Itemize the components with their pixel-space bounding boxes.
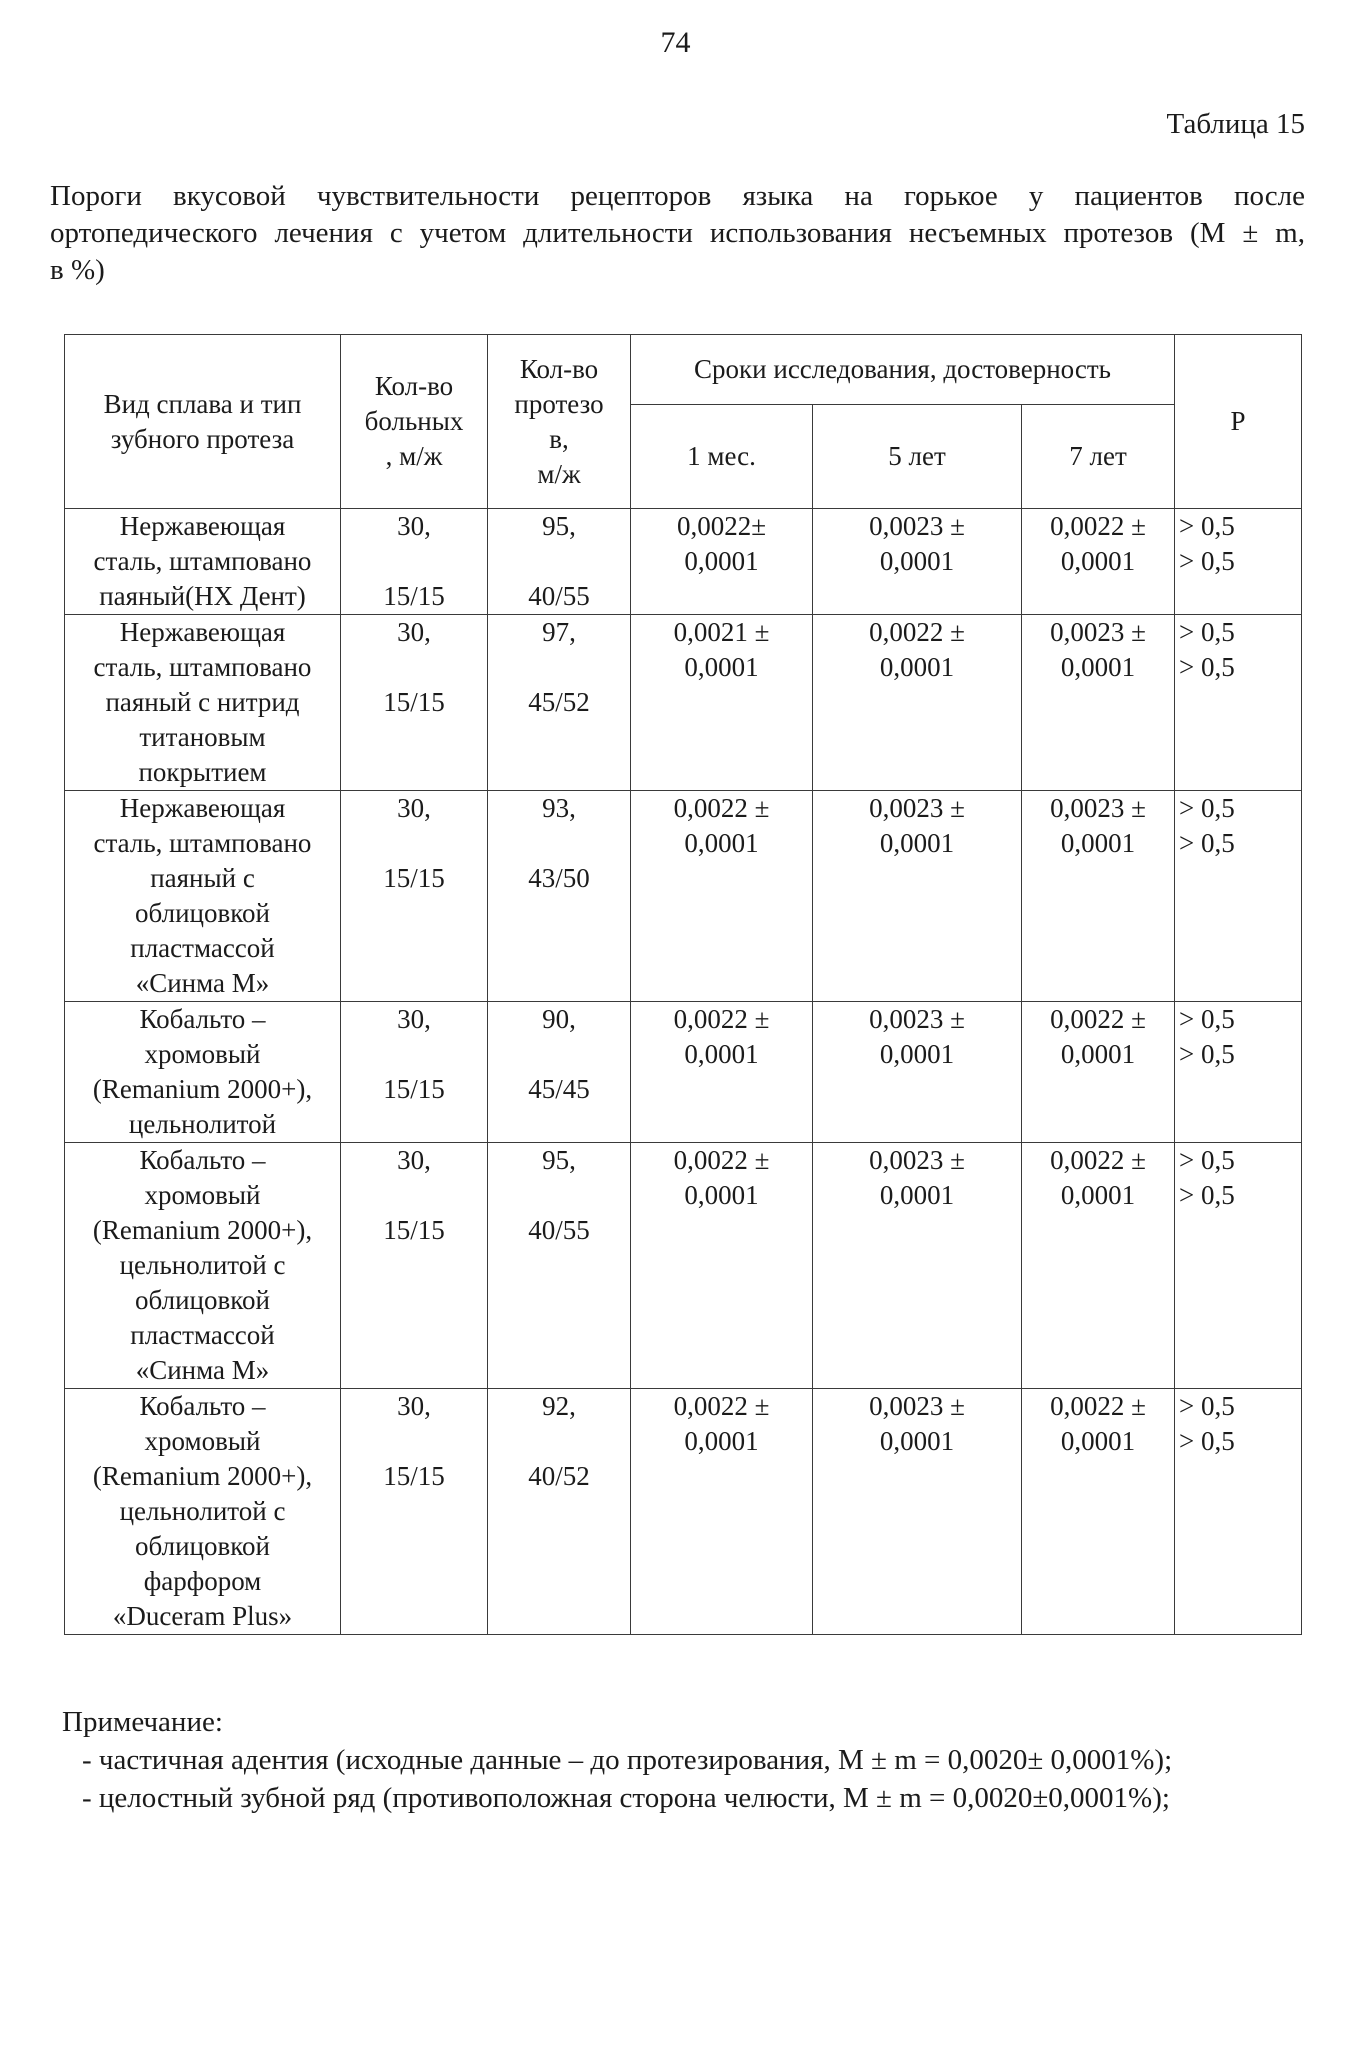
caption-line: ортопедического лечения с учетом длительности использования несъемных протезов (М ± m,: [50, 217, 1305, 249]
cell-p: > 0,5 > 0,5: [1175, 509, 1302, 615]
cell-p: > 0,5 > 0,5: [1175, 791, 1302, 1002]
cell-alloy-type: Кобальто – хромовый (Remanium 2000+), цельнолитой: [65, 1002, 341, 1143]
caption-line: Пороги вкусовой чувствительности рецепторов языка на горькое у пациентов после: [50, 180, 1305, 212]
cell-patients: 30, 15/15: [341, 1143, 488, 1389]
notes-title: Примечание:: [62, 1706, 223, 1738]
cell-patients: 30, 15/15: [341, 1389, 488, 1635]
cell-1-month: 0,0022 ± 0,0001: [631, 1143, 813, 1389]
cell-p: > 0,5 > 0,5: [1175, 1002, 1302, 1143]
cell-alloy-type: Кобальто – хромовый (Remanium 2000+), цельнолитой с облицовкой пластмассой «Синма М»: [65, 1143, 341, 1389]
table-row: [65, 509, 1302, 615]
header-period-5-years: 5 лет: [813, 405, 1022, 509]
header-period-7-years: 7 лет: [1022, 405, 1175, 509]
note-item: - частичная адентия (исходные данные – до протезирования, М ± m = 0,0020± 0,0001%);: [82, 1744, 1173, 1776]
cell-7-years: 0,0022 ± 0,0001: [1022, 1389, 1175, 1635]
cell-prostheses: 92, 40/52: [488, 1389, 631, 1635]
cell-prostheses: 97, 45/52: [488, 615, 631, 791]
cell-prostheses: 93, 43/50: [488, 791, 631, 1002]
cell-patients: 30, 15/15: [341, 1002, 488, 1143]
cell-alloy-type: Нержавеющая сталь, штамповано паяный(НХ Дент): [65, 509, 341, 615]
cell-1-month: 0,0022 ± 0,0001: [631, 1389, 813, 1635]
cell-5-years: 0,0022 ± 0,0001: [813, 615, 1022, 791]
cell-7-years: 0,0022 ± 0,0001: [1022, 1143, 1175, 1389]
cell-7-years: 0,0022 ± 0,0001: [1022, 1002, 1175, 1143]
table-body: [65, 509, 1302, 1635]
cell-alloy-type: Нержавеющая сталь, штамповано паяный с нитрид титановым покрытием: [65, 615, 341, 791]
cell-alloy-type: Кобальто – хромовый (Remanium 2000+), цельнолитой с облицовкой фарфором «Duceram Plus»: [65, 1389, 341, 1635]
table-row: [65, 1002, 1302, 1143]
header-prostheses: Кол-во протезо в, м/ж: [488, 335, 631, 509]
note-item: - целостный зубной ряд (противоположная сторона челюсти, М ± m = 0,0020±0,0001%);: [82, 1782, 1170, 1814]
cell-1-month: 0,0021 ± 0,0001: [631, 615, 813, 791]
cell-prostheses: 95, 40/55: [488, 1143, 631, 1389]
cell-prostheses: 90, 45/45: [488, 1002, 631, 1143]
table-row: [65, 615, 1302, 791]
cell-5-years: 0,0023 ± 0,0001: [813, 1143, 1022, 1389]
cell-patients: 30, 15/15: [341, 791, 488, 1002]
cell-alloy-type: Нержавеющая сталь, штамповано паяный с облицовкой пластмассой «Синма М»: [65, 791, 341, 1002]
table-caption: [50, 178, 1305, 289]
header-patients: Кол-во больных , м/ж: [341, 335, 488, 509]
header-alloy-type: Вид сплава и тип зубного протеза: [65, 335, 341, 509]
cell-5-years: 0,0023 ± 0,0001: [813, 509, 1022, 615]
cell-7-years: 0,0023 ± 0,0001: [1022, 615, 1175, 791]
data-table: [64, 334, 1302, 1635]
cell-7-years: 0,0022 ± 0,0001: [1022, 509, 1175, 615]
header-p: Р: [1175, 335, 1302, 509]
table-row: [65, 1389, 1302, 1635]
table-row: [65, 1143, 1302, 1389]
cell-1-month: 0,0022± 0,0001: [631, 509, 813, 615]
cell-p: > 0,5 > 0,5: [1175, 615, 1302, 791]
page-number: 74: [660, 26, 691, 59]
cell-patients: 30, 15/15: [341, 509, 488, 615]
cell-5-years: 0,0023 ± 0,0001: [813, 1002, 1022, 1143]
header-period-1-month: 1 мес.: [631, 405, 813, 509]
cell-7-years: 0,0023 ± 0,0001: [1022, 791, 1175, 1002]
cell-5-years: 0,0023 ± 0,0001: [813, 1389, 1022, 1635]
cell-prostheses: 95, 40/55: [488, 509, 631, 615]
cell-1-month: 0,0022 ± 0,0001: [631, 1002, 813, 1143]
cell-5-years: 0,0023 ± 0,0001: [813, 791, 1022, 1002]
table-row: [65, 791, 1302, 1002]
header-periods-group: Сроки исследования, достоверность: [631, 335, 1175, 405]
table-label: Таблица 15: [1166, 108, 1305, 140]
notes: [62, 1703, 1172, 1817]
cell-p: > 0,5 > 0,5: [1175, 1389, 1302, 1635]
cell-1-month: 0,0022 ± 0,0001: [631, 791, 813, 1002]
cell-p: > 0,5 > 0,5: [1175, 1143, 1302, 1389]
cell-patients: 30, 15/15: [341, 615, 488, 791]
caption-line: в %): [50, 254, 105, 286]
